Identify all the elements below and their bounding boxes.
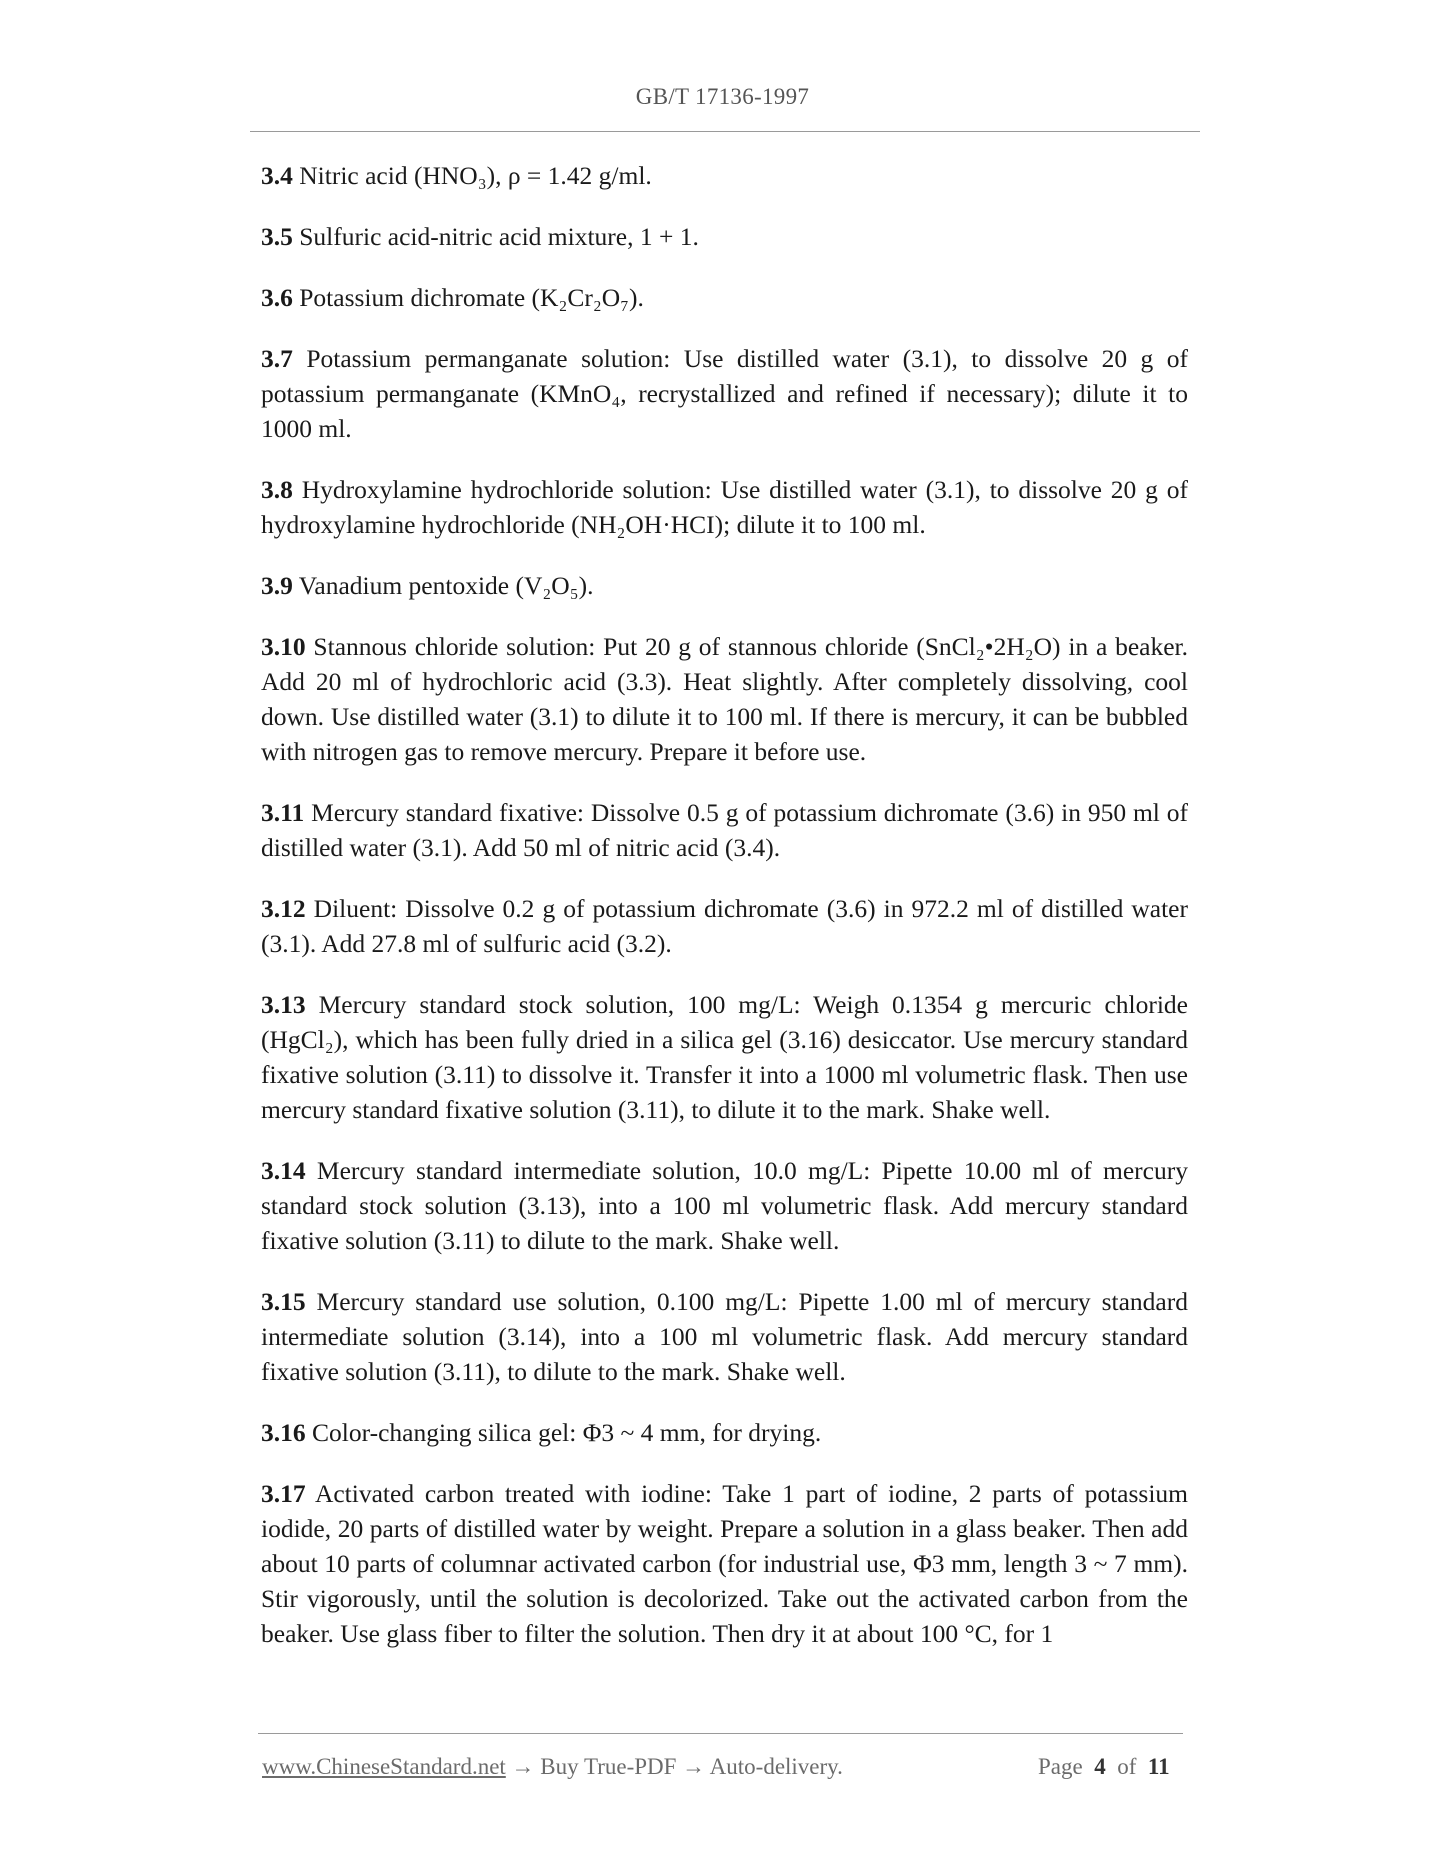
clause-number: 3.6 (261, 283, 293, 312)
clause-number: 3.10 (261, 632, 306, 661)
clause-3-17 (261, 1476, 1188, 1651)
document-body (261, 158, 1188, 1677)
clause-text: Mercury standard use solution, 0.100 mg/L: Pipette 1.00 ml of mercury standard intermediate solution (3.14), into a 100 ml volumetric flask. Add mercury standard fixative solution (3.11), to dilute to the mark. Shake well. (261, 1287, 1188, 1386)
clause-3-9 (261, 568, 1188, 603)
clause-3-16 (261, 1415, 1188, 1450)
clause-3-10 (261, 629, 1188, 769)
clause-number: 3.17 (261, 1479, 306, 1508)
clause-number: 3.4 (261, 161, 293, 190)
clause-number: 3.7 (261, 344, 293, 373)
clause-text: Stannous chloride solution: Put 20 g of stannous chloride (SnCl₂•2H₂O) in a beaker. Add 20 ml of hydrochloric acid (3.3). Heat slightly. After completely dissolving, cool down. Use distilled water (3.1) to dilute it to 100 ml. If there is mercury, it can be bubbled with nitrogen gas to remove mercury. Prepare it before use. (261, 632, 1188, 766)
clause-number: 3.5 (261, 222, 293, 251)
website-link[interactable]: www.ChineseStandard.net (262, 1754, 506, 1779)
clause-text: Mercury standard intermediate solution, 10.0 mg/L: Pipette 10.00 ml of mercury standard stock solution (3.13), into a 100 ml volumetric flask. Add mercury standard fixative solution (3.11) to dilute to the mark. Shake well. (261, 1156, 1188, 1255)
clause-text: Diluent: Dissolve 0.2 g of potassium dichromate (3.6) in 972.2 ml of distilled water (3.1). Add 27.8 ml of sulfuric acid (3.2). (261, 894, 1188, 958)
page-number: 4 (1094, 1754, 1106, 1779)
clause-3-11 (261, 795, 1188, 865)
clause-text: Vanadium pentoxide (V₂O₅). (292, 571, 594, 600)
clause-number: 3.12 (261, 894, 306, 923)
clause-3-12 (261, 891, 1188, 961)
page-indicator (1038, 1754, 1170, 1780)
clause-3-4 (261, 158, 1188, 193)
clause-3-13 (261, 987, 1188, 1127)
clause-text: Potassium permanganate solution: Use distilled water (3.1), to dissolve 20 g of potassium permanganate (KMnO₄, recrystallized and refined if necessary); dilute it to 1000 ml. (261, 344, 1188, 443)
footer-promo-text: → Buy True-PDF → Auto-delivery. (505, 1754, 843, 1779)
footer-promo (262, 1754, 843, 1780)
clause-3-15 (261, 1284, 1188, 1389)
clause-number: 3.16 (261, 1418, 306, 1447)
clause-3-6 (261, 280, 1188, 315)
footer-divider (258, 1733, 1183, 1734)
clause-number: 3.13 (261, 990, 306, 1019)
document-code-header: GB/T 17136-1997 (635, 84, 810, 109)
clause-3-7 (261, 341, 1188, 446)
clause-text: Mercury standard stock solution, 100 mg/L: Weigh 0.1354 g mercuric chloride (HgCl₂), which has been fully dried in a silica gel (3.16) desiccator. Use mercury standard fixative solution (3.11) to dissolve it. Transfer it into a 1000 ml volumetric flask. Then use mercury standard fixative solution (3.11), to dilute it to the mark. Shake well. (261, 990, 1188, 1124)
clause-text: Color-changing silica gel: Φ3 ~ 4 mm, for drying. (305, 1418, 822, 1447)
clause-number: 3.8 (261, 475, 293, 504)
page-label: Page (1038, 1754, 1083, 1779)
of-label: of (1117, 1754, 1137, 1779)
clause-text: Potassium dichromate (K₂Cr₂O₇). (292, 283, 644, 312)
page-total: 11 (1147, 1754, 1170, 1779)
clause-text: Activated carbon treated with iodine: Take 1 part of iodine, 2 parts of potassium iodide, 20 parts of distilled water by weight. Prepare a solution in a glass beaker. Then add about 10 parts of columnar activated carbon (for industrial use, Φ3 mm, length 3 ~ 7 mm). Stir vigorously, until the solution is decolorized. Take out the activated carbon from the beaker. Use glass fiber to filter the solution. Then dry it at about 100 °C, for 1 (261, 1479, 1188, 1648)
clause-text: Nitric acid (HNO₃), ρ = 1.42 g/ml. (292, 161, 652, 190)
clause-text: Sulfuric acid-nitric acid mixture, 1 + 1. (292, 222, 699, 251)
clause-text: Mercury standard fixative: Dissolve 0.5 g of potassium dichromate (3.6) in 950 ml of distilled water (3.1). Add 50 ml of nitric acid (3.4). (261, 798, 1188, 862)
clause-number: 3.15 (261, 1287, 306, 1316)
clause-number: 3.14 (261, 1156, 306, 1185)
clause-number: 3.9 (261, 571, 293, 600)
header-divider (250, 131, 1200, 132)
clause-text: Hydroxylamine hydrochloride solution: Use distilled water (3.1), to dissolve 20 g of hydroxylamine hydrochloride (NH₂OH·HCI); dilute it to 100 ml. (261, 475, 1188, 539)
clause-3-5 (261, 219, 1188, 254)
clause-3-8 (261, 472, 1188, 542)
clause-number: 3.11 (261, 798, 305, 827)
clause-3-14 (261, 1153, 1188, 1258)
